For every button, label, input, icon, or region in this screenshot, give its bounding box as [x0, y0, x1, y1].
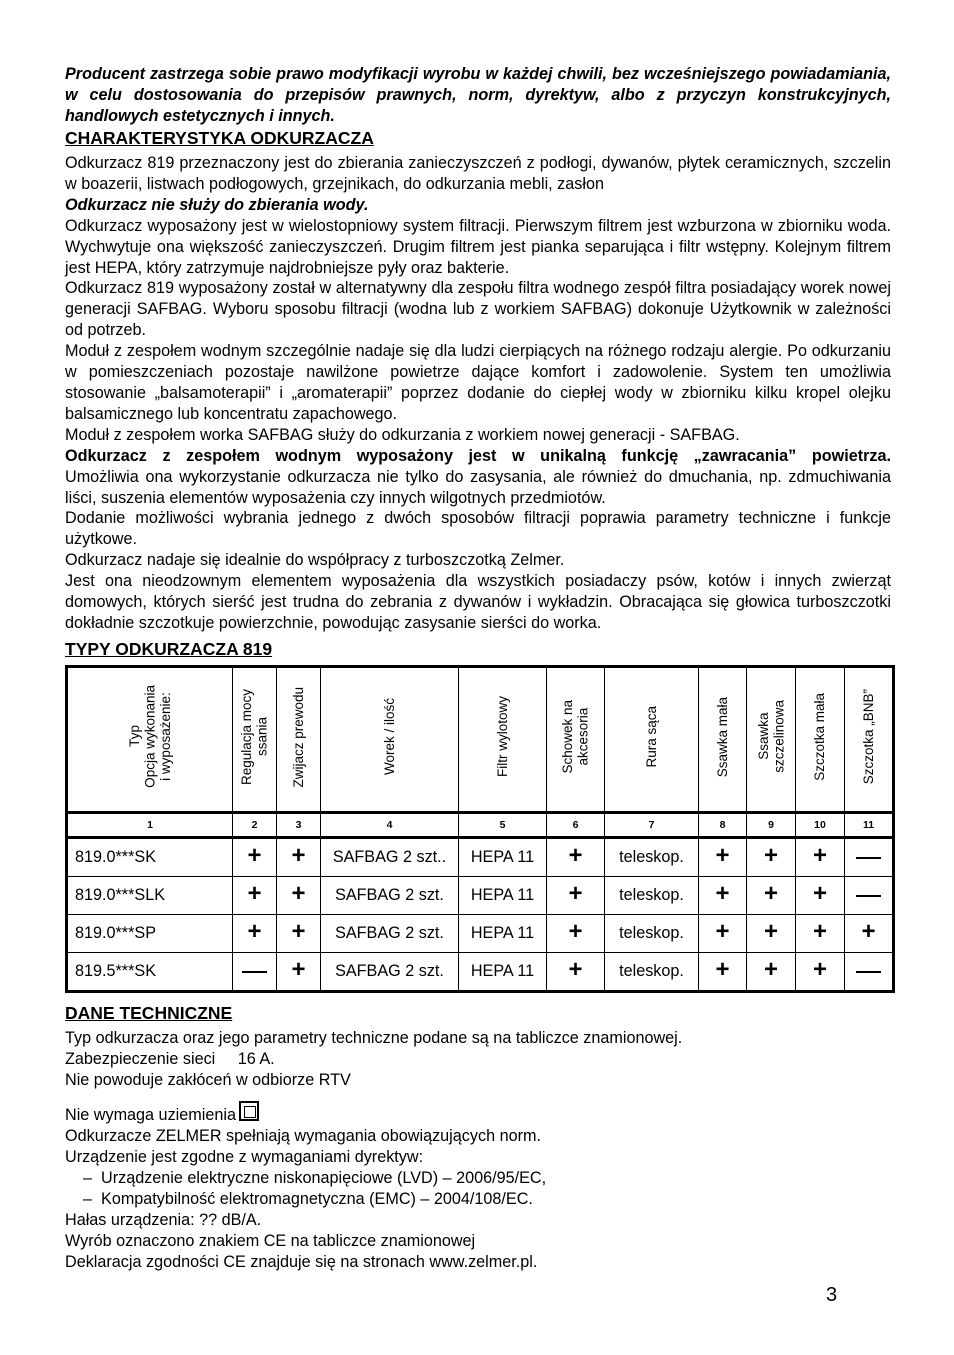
- list-item-text: Urządzenie elektryczne niskonapięciowe (LVD) – 2006/95/EC,: [101, 1168, 547, 1187]
- dash-mark: [856, 971, 881, 973]
- plus-mark: +: [715, 956, 730, 984]
- cell-type: [67, 837, 233, 876]
- header-cell: [845, 666, 894, 812]
- dash-mark: [242, 971, 267, 973]
- plus-mark: +: [568, 842, 583, 870]
- plus-mark: +: [763, 880, 778, 908]
- paragraph: Dodanie możliwości wybrania jednego z dwóch sposobów filtracji poprawia parametry techniczne i funkcje użytkowe.: [65, 509, 891, 549]
- column-number: 7: [605, 812, 699, 837]
- tech-line: Wyrób oznaczono znakiem CE na tabliczce znamionowej: [65, 1231, 476, 1250]
- header-label: Schowek na akcesoria: [560, 700, 591, 774]
- section-title-types: TYPY ODKURZACZA 819: [65, 638, 273, 659]
- table-row: [67, 837, 894, 876]
- cell-c4: [321, 837, 459, 876]
- plus-mark: +: [568, 918, 583, 946]
- cell-c4: [321, 952, 459, 991]
- paragraph: Odkurzacz 819 przeznaczony jest do zbierania zanieczyszczeń z podłogi, dywanów, płytek ceramicznych, szczelin w boazerii, listwach podłogowych, grzejnikach, do odkurzania mebli, zasłon: [65, 154, 891, 193]
- class-ii-double-insulation-icon: [239, 1101, 259, 1121]
- cell-text: teleskop.: [619, 885, 684, 904]
- dash-mark: [856, 895, 881, 897]
- plus-mark: +: [812, 880, 827, 908]
- cell-c6: [547, 837, 605, 876]
- column-number: 6: [547, 812, 605, 837]
- paragraph-emphasis: Odkurzacz nie służy do zbierania wody.: [65, 195, 369, 214]
- cell-c6: [547, 876, 605, 914]
- header-label: Regulacja mocy ssania: [239, 688, 270, 785]
- section-title-characteristics: CHARAKTERYSTYKA ODKURZACZA: [65, 128, 374, 148]
- column-number: 3: [277, 812, 321, 837]
- header-cell: [747, 666, 796, 812]
- cell-text: SAFBAG 2 szt.: [335, 923, 444, 942]
- cell-c7: [605, 837, 699, 876]
- cell-text: SAFBAG 2 szt.: [335, 885, 444, 904]
- cell-c8: [699, 952, 747, 991]
- plus-mark: +: [715, 918, 730, 946]
- header-cell: [277, 666, 321, 812]
- table-row: [67, 914, 894, 952]
- page-number: 3: [826, 1284, 838, 1306]
- cell-text: teleskop.: [619, 961, 684, 980]
- cell-c3: [277, 876, 321, 914]
- cell-c9: [747, 876, 796, 914]
- cell-text: SAFBAG 2 szt..: [332, 847, 447, 866]
- tech-line: Urządzenie jest zgodne z wymaganiami dyrektyw:: [65, 1147, 424, 1166]
- dash-mark: [856, 857, 881, 859]
- cell-c2: [233, 837, 277, 876]
- cell-c3: [277, 914, 321, 952]
- cell-c11: [845, 837, 894, 876]
- plus-mark: +: [812, 956, 827, 984]
- cell-type: [67, 914, 233, 952]
- paragraph: Odkurzacz wyposażony jest w wielostopniowy system filtracji. Pierwszym filtrem jest wzburzona w zbiorniku woda. Wychwytuje ona większość zanieczyszczeń. Drugim filtrem jest pianka separująca i filtr wstępny. Kolejnym filtrem jest HEPA, który zatrzymuje najdrobniejsze pyły oraz bakterie.: [65, 216, 891, 277]
- tech-line: Odkurzacze ZELMER spełniają wymagania obowiązujących norm.: [65, 1126, 541, 1145]
- cell-c10: [796, 837, 845, 876]
- cell-c9: [747, 914, 796, 952]
- table-number-row: [67, 812, 894, 837]
- section-title-technical: DANE TECHNICZNE: [65, 1002, 233, 1023]
- cell-c9: [747, 837, 796, 876]
- cell-c5: [459, 952, 547, 991]
- cell-c11: [845, 952, 894, 991]
- column-number: 4: [321, 812, 459, 837]
- plus-mark: +: [715, 880, 730, 908]
- table-header-row: [67, 666, 894, 812]
- paragraph: Jest ona nieodzownym elementem wyposażenia dla wszystkich posiadaczy psów, kotów i innych zwierząt domowych, których sierść jest trudna do zebrania z dywanów i wykładzin. Obracająca się głowica turboszczotki dokładnie szczotkuje powierzchnie, powodując zasysanie sierści do worka.: [65, 572, 891, 632]
- cell-text: 819.0***SK: [75, 847, 157, 866]
- cell-text: HEPA 11: [470, 885, 535, 904]
- cell-c4: [321, 914, 459, 952]
- cell-c6: [547, 952, 605, 991]
- cell-c9: [747, 952, 796, 991]
- plus-mark: +: [291, 880, 306, 908]
- plus-mark: +: [568, 880, 583, 908]
- cell-type: [67, 952, 233, 991]
- header-cell: [796, 666, 845, 812]
- header-cell: [699, 666, 747, 812]
- cell-text: 819.5***SK: [75, 961, 157, 980]
- header-cell: [547, 666, 605, 812]
- cell-c6: [547, 914, 605, 952]
- header-label: Ssawka mała: [714, 696, 730, 777]
- cell-c7: [605, 876, 699, 914]
- header-cell: [605, 666, 699, 812]
- column-number: 5: [459, 812, 547, 837]
- plus-mark: +: [247, 918, 262, 946]
- cell-c8: [699, 914, 747, 952]
- plus-mark: +: [291, 956, 306, 984]
- list-item-text: Kompatybilność elektromagnetyczna (EMC) – 2004/108/EC.: [101, 1189, 533, 1208]
- tech-line: Nie powoduje zakłóceń w odbiorze RTV: [65, 1070, 351, 1089]
- cell-text: 819.0***SLK: [75, 885, 166, 904]
- plus-mark: +: [861, 918, 876, 946]
- plus-mark: +: [247, 842, 262, 870]
- cell-c10: [796, 914, 845, 952]
- column-number: 1: [67, 812, 233, 837]
- header-cell: [321, 666, 459, 812]
- header-label: Filtr wylotowy: [494, 696, 510, 778]
- list-item: [65, 1189, 891, 1210]
- tech-line: Hałas urządzenia: ?? dB/A.: [65, 1210, 262, 1229]
- cell-c3: [277, 952, 321, 991]
- header-cell: [233, 666, 277, 812]
- plus-mark: +: [568, 956, 583, 984]
- paragraph-bold: Odkurzacz z zespołem wodnym wyposażony jest w unikalną funkcję „zawracania” powietrza.: [65, 446, 891, 465]
- header-label: Typ Opcja wykonania i wyposażenie:: [126, 685, 173, 789]
- header-label: Worek / ilość: [381, 698, 397, 776]
- table-row: [67, 952, 894, 991]
- types-table: [65, 665, 895, 993]
- plus-mark: +: [763, 842, 778, 870]
- tech-line: Typ odkurzacza oraz jego parametry techniczne podane są na tabliczce znamionowej.: [65, 1028, 683, 1047]
- cell-c8: [699, 876, 747, 914]
- cell-c5: [459, 876, 547, 914]
- cell-text: teleskop.: [619, 847, 684, 866]
- cell-c3: [277, 837, 321, 876]
- header-label: Szczotka mała: [812, 692, 828, 781]
- cell-text: HEPA 11: [470, 847, 535, 866]
- header-cell: [459, 666, 547, 812]
- document-page: [65, 64, 891, 1273]
- cell-type: [67, 876, 233, 914]
- plus-mark: +: [763, 918, 778, 946]
- intro-disclaimer: Producent zastrzega sobie prawo modyfikacji wyrobu w każdej chwili, bez wcześniejszego powiadamiania, w celu dostosowania do przepisów prawnych, norm, dyrektyw, albo z przyczyn konstrukcyjnych, handlowych estetycznych i innych.: [65, 65, 891, 125]
- list-item: [65, 1168, 891, 1189]
- cell-text: teleskop.: [619, 923, 684, 942]
- bullet-dash: –: [83, 1168, 93, 1187]
- plus-mark: +: [247, 880, 262, 908]
- tech-line: Zabezpieczenie sieci 16 A.: [65, 1049, 275, 1068]
- cell-c11: [845, 914, 894, 952]
- paragraph: Moduł z zespołem worka SAFBAG służy do odkurzania z workiem nowej generacji - SAFBAG.: [65, 425, 740, 444]
- plus-mark: +: [812, 842, 827, 870]
- table-row: [67, 876, 894, 914]
- tech-line: Nie wymaga uziemienia: [65, 1105, 236, 1124]
- cell-c5: [459, 837, 547, 876]
- cell-c10: [796, 952, 845, 991]
- cell-c8: [699, 837, 747, 876]
- plus-mark: +: [715, 842, 730, 870]
- plus-mark: +: [812, 918, 827, 946]
- plus-mark: +: [291, 842, 306, 870]
- cell-c2: [233, 914, 277, 952]
- paragraph: Odkurzacz 819 wyposażony został w alternatywny dla zespołu filtra wodnego zespół filtra posiadający worek nowej generacji SAFBAG. Wyboru sposobu filtracji (wodna lub z workiem SAFBAG) dokonuje Użytkownik w zależności od potrzeb.: [65, 279, 891, 340]
- paragraph: Umożliwia ona wykorzystanie odkurzacza nie tylko do zasysania, ale również do dmuchania, np. zdmuchiwania liści, suszenia elementów wyposażenia czy innych wilgotnych przedmiotów.: [65, 467, 891, 507]
- header-label: Ssawka szczelinowa: [755, 700, 786, 774]
- tech-line: Deklaracja zgodności CE znajduje się na stronach www.zelmer.pl.: [65, 1252, 538, 1271]
- paragraph: Odkurzacz nadaje się idealnie do współpracy z turboszczotką Zelmer.: [65, 551, 565, 570]
- cell-c5: [459, 914, 547, 952]
- cell-c7: [605, 914, 699, 952]
- bullet-dash: –: [83, 1189, 93, 1208]
- cell-c7: [605, 952, 699, 991]
- cell-c10: [796, 876, 845, 914]
- cell-c2: [233, 952, 277, 991]
- column-number: 10: [796, 812, 845, 837]
- plus-mark: +: [291, 918, 306, 946]
- header-label: Zwijacz prewodu: [290, 686, 306, 788]
- header-cell: [67, 666, 233, 812]
- cell-text: SAFBAG 2 szt.: [335, 961, 444, 980]
- plus-mark: +: [763, 956, 778, 984]
- cell-text: 819.0***SP: [75, 923, 157, 942]
- paragraph: Moduł z zespołem wodnym szczególnie nadaje się dla ludzi cierpiących na różnego rodzaju alergie. Po odkurzaniu w pomieszczeniach pozostaje nawilżone powietrze dające komfort i zadowolenie. System ten umożliwia stosowanie „balsamoterapii” i „aromaterapii” poprzez dodanie do ciepłej wody w zbiorniku kilku kropel olejku balsamicznego lub koncentratu zapachowego.: [65, 342, 891, 423]
- cell-text: HEPA 11: [470, 961, 535, 980]
- cell-c2: [233, 876, 277, 914]
- cell-text: HEPA 11: [470, 923, 535, 942]
- header-label: Szczotka „BNB”: [860, 689, 876, 785]
- cell-c4: [321, 876, 459, 914]
- column-number: 8: [699, 812, 747, 837]
- tech-line-grounding: [65, 1101, 891, 1126]
- cell-c11: [845, 876, 894, 914]
- column-number: 9: [747, 812, 796, 837]
- header-label: Rura sąca: [643, 706, 659, 768]
- column-number: 11: [845, 812, 894, 837]
- column-number: 2: [233, 812, 277, 837]
